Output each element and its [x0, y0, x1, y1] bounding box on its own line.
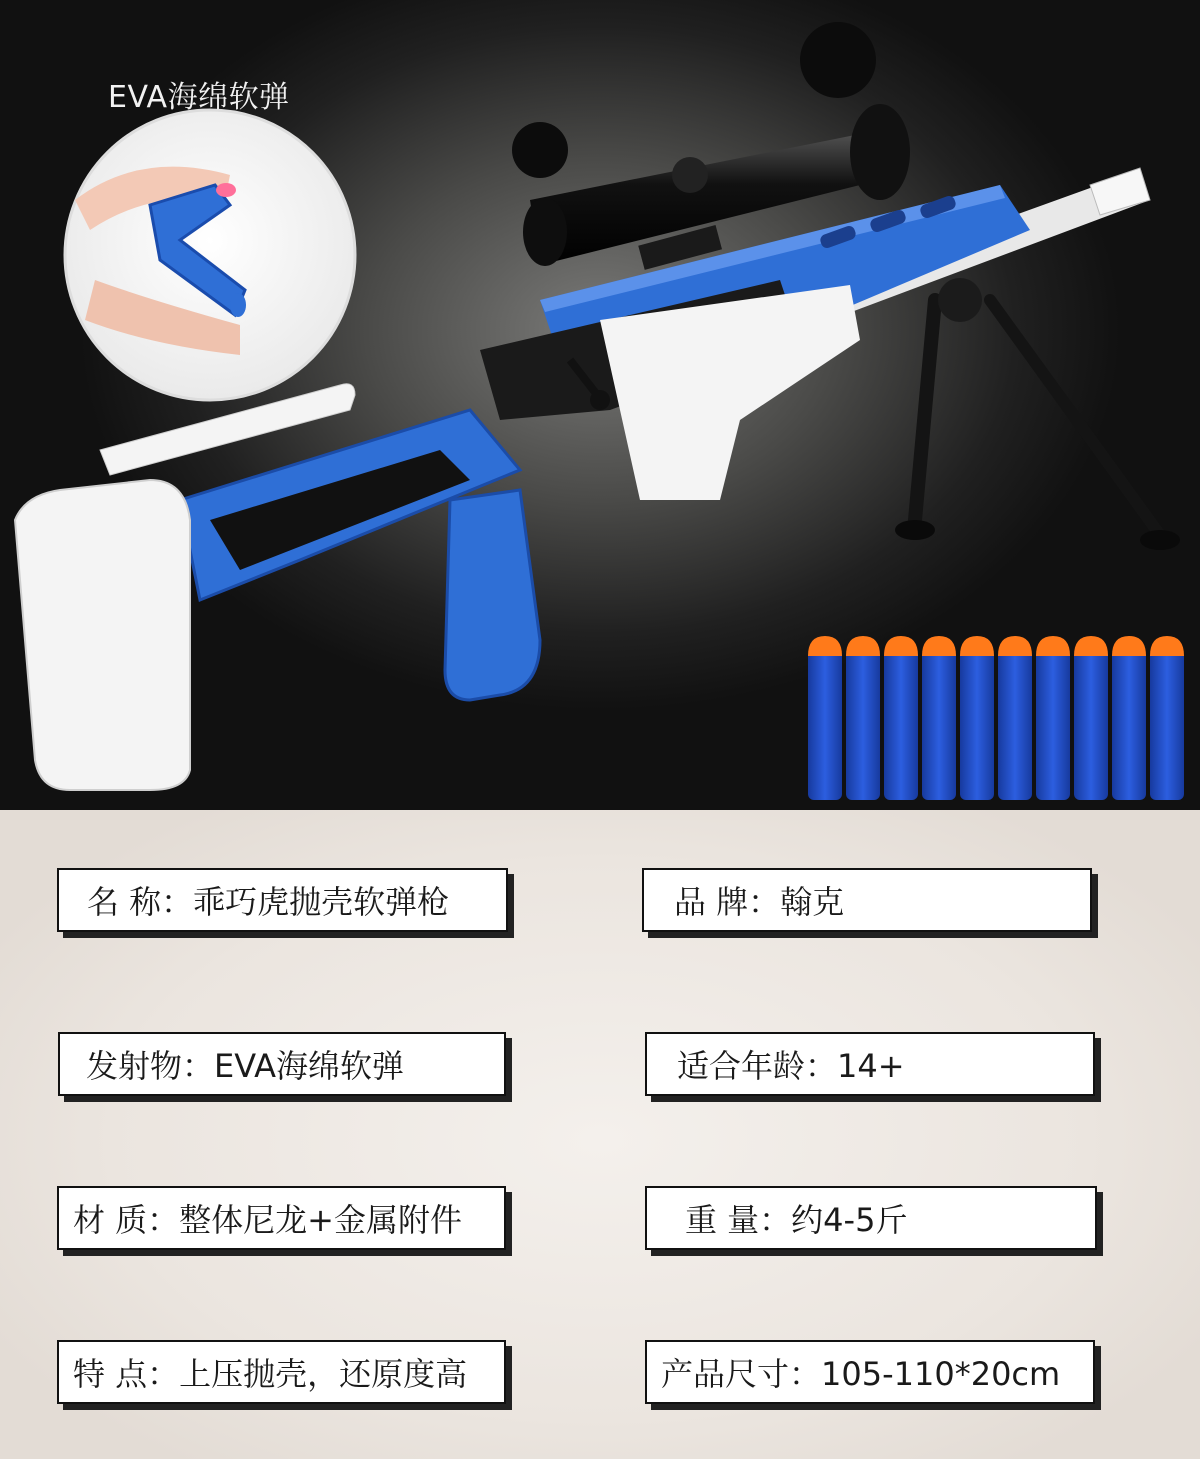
spec-weight: 重 量：约4-5斤 — [645, 1186, 1097, 1250]
spec-feature: 特 点：上压抛壳，还原度高 — [57, 1340, 506, 1404]
spec-age: 适合年龄：14+ — [645, 1032, 1095, 1096]
foam-dart-row — [808, 636, 1184, 800]
bipod — [895, 278, 1180, 550]
foam-dart — [922, 636, 956, 800]
foam-dart — [808, 636, 842, 800]
foam-dart — [846, 636, 880, 800]
foam-dart — [1074, 636, 1108, 800]
spec-name: 名 称：乖巧虎抛壳软弹枪 — [57, 868, 508, 932]
foam-dart — [998, 636, 1032, 800]
foam-dart — [960, 636, 994, 800]
foam-dart — [1150, 636, 1184, 800]
stock — [15, 384, 520, 790]
spec-material: 材 质：整体尼龙+金属附件 — [57, 1186, 506, 1250]
spec-panel — [0, 810, 1200, 1459]
foam-dart — [1036, 636, 1070, 800]
foam-dart — [1112, 636, 1146, 800]
foam-dart — [884, 636, 918, 800]
foam-dart-inset — [65, 110, 355, 400]
spec-size: 产品尺寸：105-110*20cm — [645, 1340, 1095, 1404]
pistol-grip — [445, 490, 540, 700]
spec-brand: 品 牌：翰克 — [642, 868, 1092, 932]
spec-projectile: 发射物：EVA海绵软弹 — [58, 1032, 506, 1096]
receiver — [480, 280, 860, 500]
inset-caption: EVA海绵软弹 — [108, 80, 290, 115]
